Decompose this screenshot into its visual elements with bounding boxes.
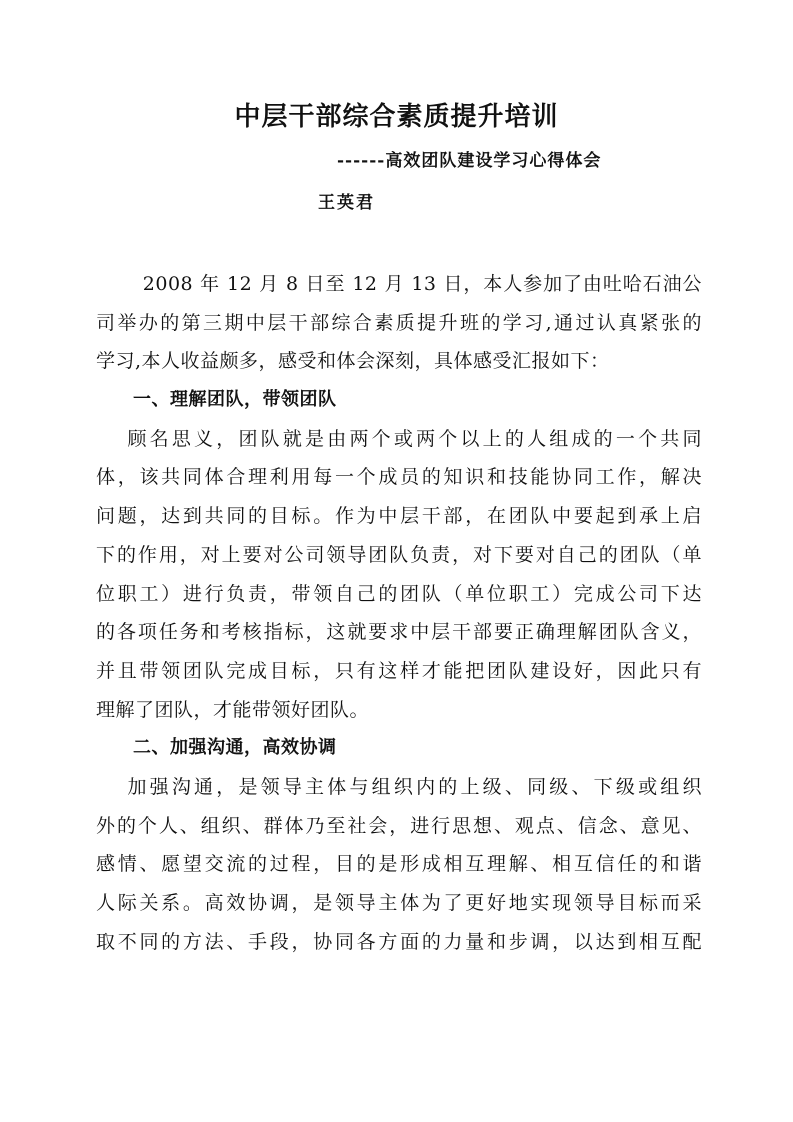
paragraph-line: 人际关系。高效协调，是领导主体为了更好地实现领导目标而采 [96,892,702,914]
paragraph-line: 取不同的方法、手段，协同各方面的力量和步调，以达到相互配 [96,930,702,953]
document-body [96,265,702,961]
section-heading: 二、加强沟通，高效协调 [96,737,337,759]
paragraph-line: 顾名思义，团队就是由两个或两个以上的人组成的一个共同 [96,427,702,450]
paragraph-line: 位职工）进行负责，带领自己的团队（单位职工）完成公司下达 [96,582,702,605]
document-subtitle: ------高效团队建设学习心得体会 [337,151,602,171]
paragraph-line: 学习,本人收益颇多，感受和体会深刻，具体感受汇报如下： [96,350,610,373]
paragraph-line: 2008 年 12 月 8 日至 12 月 13 日，本人参加了由吐哈石油公 [96,273,702,295]
document-title: 中层干部综合素质提升培训 [234,102,559,132]
paragraph-line: 理解了团队，才能带领好团队。 [96,698,370,721]
paragraph-line: 下的作用，对上要对公司领导团队负责，对下要对自己的团队（单 [96,543,702,566]
paragraph-line: 并且带领团队完成目标，只有这样才能把团队建设好，因此只有 [96,659,702,682]
paragraph-line: 加强沟通，是领导主体与组织内的上级、同级、下级或组织 [96,775,702,798]
paragraph-line: 司举办的第三期中层干部综合素质提升班的学习,通过认真紧张的 [96,311,702,334]
section-heading: 一、理解团队，带领团队 [96,389,337,411]
paragraph-line: 的各项任务和考核指标，这就要求中层干部要正确理解团队含义， [96,621,702,644]
paragraph-line: 体，该共同体合理利用每一个成员的知识和技能协同工作，解决 [96,466,702,489]
document-author: 王英君 [318,193,375,213]
paragraph-line: 外的个人、组织、群体乃至社会，进行思想、观点、信念、意见、 [96,814,702,837]
paragraph-line: 问题，达到共同的目标。作为中层干部，在团队中要起到承上启 [96,505,702,528]
paragraph-line: 感情、愿望交流的过程，目的是形成相互理解、相互信任的和谐 [96,853,702,876]
